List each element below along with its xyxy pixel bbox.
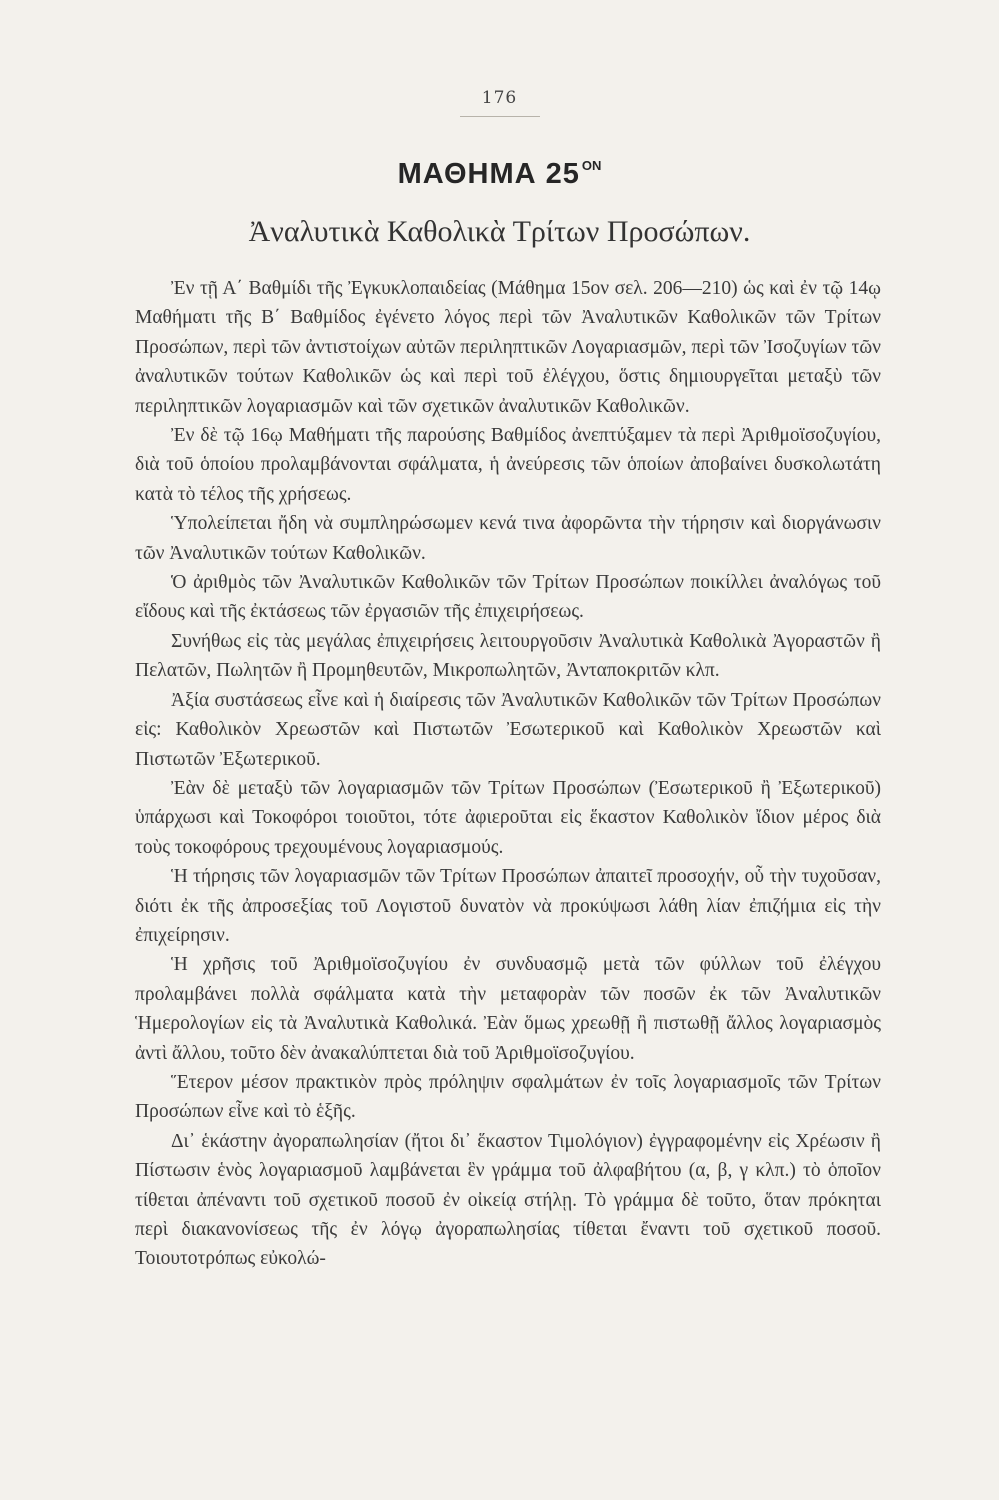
body-text <box>135 274 881 1274</box>
paragraph-9: Ἡ χρῆσις τοῦ Ἀριθμοϊσοζυγίου ἐν συνδυασμῷ μετὰ τῶν φύλλων τοῦ ἐλέγχου προλαμβάνει πολλὰ σφάλματα κατὰ τὴν μεταφορὰν τῶν ποσῶν ἐκ τῶν Ἀναλυτικῶν Ἡμερολογίων εἰς τὰ Ἀναλυτικὰ Καθολικά. Ἐὰν ὅμως χρεωθῇ ἢ πιστωθῇ ἄλλος λογαριασμὸς ἀντὶ ἄλλου, τοῦτο δὲν ἀνακαλύπτεται διὰ τοῦ Ἀριθμοϊσοζυγίου. <box>135 954 881 1064</box>
chapter-title <box>0 158 999 191</box>
paragraph-11: Δι᾽ ἑκάστην ἀγοραπωλησίαν (ἤτοι δι᾽ ἕκαστον Τιμολόγιον) ἐγγραφομένην εἰς Χρέωσιν ἢ Πίστωσιν ἑνὸς λογαριασμοῦ λαμβάνεται ἓν γράμμα τοῦ ἀλφαβήτου (α, β, γ κλπ.) τὸ ὁποῖον τίθεται ἀπέναντι τοῦ σχετικοῦ ποσοῦ ἐν οἰκείᾳ στήλῃ. Τὸ γράμμα δὲ τοῦτο, ὅταν πρόκηται περὶ διακανονίσεως τῆς ἐν λόγῳ ἀγοραπωλησίας τίθεται ἔναντι τοῦ σχετικοῦ ποσοῦ. Τοιουτοτρόπως εὐκολώ- <box>135 1130 881 1270</box>
paragraph-7: Ἐὰν δὲ μεταξὺ τῶν λογαριασμῶν τῶν Τρίτων Προσώπων (Ἐσωτερικοῦ ἢ Ἐξωτερικοῦ) ὑπάρχωσι καὶ Τοκοφόροι τοιοῦτοι, τότε ἀφιεροῦται εἰς ἕκαστον Καθολικὸν ἴδιον μέρος διὰ τοὺς τοκοφόρους τρεχουμένους λογαριασμούς. <box>135 777 881 858</box>
chapter-subtitle: Ἀναλυτικὰ Καθολικὰ Τρίτων Προσώπων. <box>248 215 751 248</box>
paragraph-6: Ἀξία συστάσεως εἶνε καὶ ἡ διαίρεσις τῶν Ἀναλυτικῶν Καθολικῶν τῶν Τρίτων Προσώπων εἰς: Καθολικὸν Χρεωστῶν καὶ Πιστωτῶν Ἐσωτερικοῦ καὶ Καθολικὸν Χρεωστῶν καὶ Πιστωτῶν Ἐξωτερικοῦ. <box>135 689 881 770</box>
chapter-title-suffix: ΟΝ <box>581 158 602 173</box>
chapter-title-text: ΜΑΘΗΜΑ 25 <box>397 158 580 190</box>
paragraph-10: Ἕτερον μέσον πρακτικὸν πρὸς πρόληψιν σφαλμάτων ἐν τοῖς λογαριασμοῖς τῶν Τρίτων Προσώπων εἶνε καὶ τὸ ἑξῆς. <box>135 1071 881 1123</box>
paragraph-5: Συνήθως εἰς τὰς μεγάλας ἐπιχειρήσεις λειτουργοῦσιν Ἀναλυτικὰ Καθολικὰ Ἀγοραστῶν ἢ Πελατῶν, Πωλητῶν ἢ Προμηθευτῶν, Μικροπωλητῶν, Ἀνταποκριτῶν κλπ. <box>135 630 881 682</box>
page-number: 176 <box>481 88 518 108</box>
paragraph-1: Ἐν τῇ Α΄ Βαθμίδι τῆς Ἐγκυκλοπαιδείας (Μάθημα 15ον σελ. 206—210) ὡς καὶ ἐν τῷ 14ῳ Μαθήματι τῆς Β΄ Βαθμίδος ἐγένετο λόγος περὶ τῶν Ἀναλυτικῶν Καθολικῶν τῶν Τρίτων Προσώπων, περὶ τῶν ἀντιστοίχων αὐτῶν περιληπτικῶν Λογαριασμῶν, περὶ τῶν Ἰσοζυγίων τῶν ἀναλυτικῶν τούτων Καθολικῶν ὡς καὶ περὶ τοῦ ἐλέγχου, ὅστις δημιουργεῖται μεταξὺ τῶν περιληπτικῶν λογαριασμῶν καὶ τῶν σχετικῶν ἀναλυτικῶν Καθολικῶν. <box>135 278 881 417</box>
header-rule <box>460 116 540 117</box>
paragraph-3: Ὑπολείπεται ἤδη νὰ συμπληρώσωμεν κενά τινα ἀφορῶντα τὴν τήρησιν καὶ διοργάνωσιν τῶν Ἀναλυτικῶν τούτων Καθολικῶν. <box>135 513 881 564</box>
paragraph-4: Ὁ ἀριθμὸς τῶν Ἀναλυτικῶν Καθολικῶν τῶν Τρίτων Προσώπων ποικίλλει ἀναλόγως τοῦ εἴδους καὶ τῆς ἐκτάσεως τῶν ἐργασιῶν τῆς ἐπιχειρήσεως. <box>135 572 881 623</box>
paragraph-2: Ἐν δὲ τῷ 16ῳ Μαθήματι τῆς παρούσης Βαθμίδος ἀνεπτύξαμεν τὰ περὶ Ἀριθμοϊσοζυγίου, διὰ τοῦ ὁποίου προλαμβάνονται σφάλματα, ἡ ἀνεύρεσις τῶν ὁποίων ἀποβαίνει δυσκολωτάτη κατὰ τὸ τέλος τῆς χρήσεως. <box>135 425 881 505</box>
paragraph-8: Ἡ τήρησις τῶν λογαριασμῶν τῶν Τρίτων Προσώπων ἀπαιτεῖ προσοχήν, οὗ τὴν τυχοῦσαν, διότι ἐκ τῆς ἀπροσεξίας τοῦ Λογιστοῦ δυνατὸν νὰ προκύψωσι λάθη λίαν ἐπιζήμια εἰς τὴν ἐπιχείρησιν. <box>135 866 881 946</box>
